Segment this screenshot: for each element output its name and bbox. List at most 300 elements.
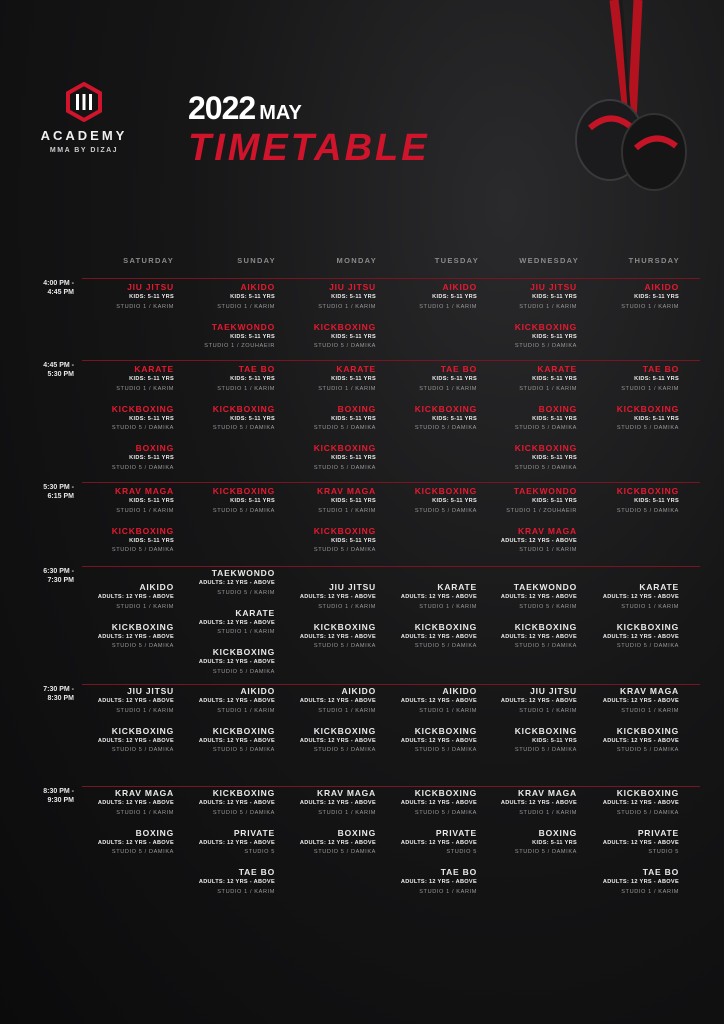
class-age-group: ADULTS: 12 YRS - ABOVE [97,800,174,807]
class-name: KICKBOXING [616,621,679,632]
class-name: KICKBOXING [111,403,174,414]
class-age-group: KIDS: 5-11 YRS [532,333,577,340]
class-entry [276,364,376,394]
class-studio: STUDIO 5 / DAMIKA [313,747,376,754]
class-age-group: KIDS: 5-11 YRS [331,415,376,422]
class-age-group: KIDS: 5-11 YRS [532,376,577,383]
class-entry [377,582,477,612]
schedule-cell [175,364,275,443]
class-entry [477,582,577,612]
class-entry [74,788,174,818]
class-entry [276,404,376,434]
class-entry [377,364,477,394]
class-name: KRAV MAGA [518,525,577,536]
schedule-cell [175,486,275,526]
day-header: TUESDAY [434,256,479,265]
class-studio: STUDIO 1 / KARIM [621,303,679,310]
class-name: JIU JITSU [530,686,577,696]
schedule-cell [377,486,477,526]
class-name: PRIVATE [435,827,477,838]
class-studio: STUDIO 5 [446,849,477,856]
schedule-cell [477,282,577,361]
day-header: MONDAY [336,256,377,265]
class-studio: STUDIO 5 / DAMIKA [111,643,174,650]
class-name: BOXING [135,827,174,838]
class-entry [477,322,577,352]
class-age-group: KIDS: 5-11 YRS [634,294,679,301]
class-age-group: ADULTS: 12 YRS - ABOVE [400,879,477,886]
schedule-cell [276,364,376,483]
schedule-cell [377,282,477,322]
class-age-group: KIDS: 5-11 YRS [432,498,477,505]
class-studio: STUDIO 5 / DAMIKA [514,643,577,650]
class-studio: STUDIO 1 / KARIM [419,303,477,310]
class-studio: STUDIO 1 / KARIM [217,888,275,895]
class-name: BOXING [337,403,376,414]
class-studio: STUDIO 1 / KARIM [116,385,174,392]
class-name: KICKBOXING [414,403,477,414]
class-name: KICKBOXING [313,725,376,736]
class-entry [477,726,577,756]
schedule-cell [276,686,376,765]
class-name: PRIVATE [637,827,679,838]
class-age-group: KIDS: 5-11 YRS [532,737,577,744]
class-studio: STUDIO 5 / DAMIKA [514,747,577,754]
class-entry [74,443,174,473]
class-age-group: ADULTS: 12 YRS - ABOVE [97,737,174,744]
class-name: BOXING [538,403,577,414]
class-entry [276,526,376,556]
time-slot-label: 6:30 PM - 7:30 PM [43,568,74,584]
class-age-group: ADULTS: 12 YRS - ABOVE [500,537,577,544]
class-studio: STUDIO 5 / DAMIKA [514,425,577,432]
brand-subtitle: MMA BY DIZAJ [49,147,119,154]
class-age-group: KIDS: 5-11 YRS [532,455,577,462]
class-age-group: ADULTS: 12 YRS - ABOVE [500,633,577,640]
row-divider [88,566,700,567]
class-studio: STUDIO 5 / DAMIKA [414,507,477,514]
class-entry [377,788,477,818]
class-studio: STUDIO 1 / KARIM [621,888,679,895]
schedule-cell [276,282,376,361]
class-age-group: ADULTS: 12 YRS - ABOVE [97,698,174,705]
academy-logo [34,82,134,154]
time-slot-label: 4:00 PM - 4:45 PM [43,280,74,296]
class-entry [477,686,577,716]
class-entry [276,582,376,612]
class-age-group: ADULTS: 12 YRS - ABOVE [299,737,376,744]
class-entry [175,867,275,897]
schedule-cell [175,282,275,361]
class-studio: STUDIO 5 / DAMIKA [313,425,376,432]
class-entry [477,443,577,473]
class-studio: STUDIO 1 / KARIM [419,603,477,610]
class-age-group: KIDS: 5-11 YRS [331,333,376,340]
class-entry [175,647,275,677]
class-entry [579,686,679,716]
class-name: KICKBOXING [313,621,376,632]
title-main: TIMETABLE [188,127,430,169]
schedule-cell [477,582,577,661]
class-entry [579,282,679,312]
class-entry [175,726,275,756]
class-age-group: ADULTS: 12 YRS - ABOVE [198,879,275,886]
class-name: JIU JITSU [329,282,376,292]
page-title [188,90,430,167]
class-studio: STUDIO 1 / KARIM [519,707,577,714]
class-name: KICKBOXING [616,725,679,736]
schedule-cell [74,282,174,322]
class-name: JIU JITSU [329,582,376,592]
class-studio: STUDIO 1 / KARIM [116,809,174,816]
class-name: BOXING [135,443,174,454]
class-name: KICKBOXING [313,443,376,454]
class-entry [477,486,577,516]
row-divider [88,278,700,279]
class-age-group: KIDS: 5-11 YRS [331,537,376,544]
day-header: SATURDAY [123,256,174,265]
class-entry [175,828,275,858]
class-studio: STUDIO 5 / DAMIKA [414,747,477,754]
class-studio: STUDIO 1 / KARIM [621,385,679,392]
class-name: TAE BO [440,867,477,878]
class-age-group: ADULTS: 12 YRS - ABOVE [198,619,275,626]
class-studio: STUDIO 5 / DAMIKA [514,849,577,856]
class-entry [74,526,174,556]
day-header: WEDNESDAY [519,256,579,265]
class-studio: STUDIO 1 / KARIM [318,707,376,714]
class-name: TAE BO [238,364,275,374]
class-entry [276,726,376,756]
class-name: AIKIDO [341,686,376,696]
class-name: KICKBOXING [111,621,174,632]
class-name: KICKBOXING [414,486,477,496]
class-name: KICKBOXING [111,725,174,736]
schedule-cell [579,582,679,661]
class-age-group: KIDS: 5-11 YRS [230,294,275,301]
class-name: BOXING [538,827,577,838]
class-studio: STUDIO 5 / KARIM [519,603,577,610]
schedule-cell [377,686,477,765]
schedule-cell [74,582,174,661]
class-entry [377,282,477,312]
class-entry [175,486,275,516]
class-age-group: KIDS: 5-11 YRS [634,415,679,422]
class-studio: STUDIO 5 / DAMIKA [616,809,679,816]
class-entry [175,364,275,394]
class-studio: STUDIO 5 / DAMIKA [111,425,174,432]
class-age-group: KIDS: 5-11 YRS [532,294,577,301]
class-entry [74,582,174,612]
class-name: KICKBOXING [514,443,577,454]
class-entry [276,443,376,473]
class-name: JIU JITSU [127,282,174,292]
schedule-cell [477,788,577,867]
class-studio: STUDIO 5 / DAMIKA [616,747,679,754]
class-studio: STUDIO 5 / DAMIKA [212,507,275,514]
class-name: KICKBOXING [212,788,275,798]
class-studio: STUDIO 1 / KARIM [318,507,376,514]
class-entry [377,486,477,516]
class-age-group: KIDS: 5-11 YRS [129,537,174,544]
class-entry [377,828,477,858]
class-age-group: ADULTS: 12 YRS - ABOVE [400,839,477,846]
class-studio: STUDIO 5 / DAMIKA [313,849,376,856]
class-studio: STUDIO 5 / DAMIKA [212,425,275,432]
class-entry [276,322,376,352]
class-age-group: KIDS: 5-11 YRS [331,455,376,462]
class-age-group: ADULTS: 12 YRS - ABOVE [602,879,679,886]
class-studio: STUDIO 5 [648,849,679,856]
class-name: KICKBOXING [616,788,679,798]
schedule-cell [579,282,679,322]
class-age-group: KIDS: 5-11 YRS [331,498,376,505]
class-name: KICKBOXING [212,725,275,736]
class-studio: STUDIO 1 / KARIM [318,603,376,610]
class-studio: STUDIO 1 / KARIM [217,629,275,636]
class-name: KICKBOXING [414,788,477,798]
class-name: KICKBOXING [414,725,477,736]
class-studio: STUDIO 5 / DAMIKA [313,343,376,350]
class-name: TAEKWONDO [211,321,275,332]
class-entry [377,867,477,897]
class-name: KRAV MAGA [115,486,174,496]
schedule-cell [477,486,577,565]
class-studio: STUDIO 1 / KARIM [217,385,275,392]
class-name: TAE BO [642,867,679,878]
class-age-group: ADULTS: 12 YRS - ABOVE [602,839,679,846]
class-age-group: ADULTS: 12 YRS - ABOVE [500,698,577,705]
class-entry [74,486,174,516]
class-entry [74,828,174,858]
schedule-cell [579,364,679,443]
class-name: AIKIDO [240,686,275,696]
class-studio: STUDIO 5 [244,849,275,856]
class-name: KICKBOXING [616,486,679,496]
schedule-cell [175,568,275,687]
class-age-group: ADULTS: 12 YRS - ABOVE [500,800,577,807]
schedule-cell [276,788,376,867]
class-age-group: ADULTS: 12 YRS - ABOVE [602,800,679,807]
class-age-group: KIDS: 5-11 YRS [634,498,679,505]
class-studio: STUDIO 5 / DAMIKA [414,425,477,432]
class-age-group: KIDS: 5-11 YRS [432,415,477,422]
class-entry [477,404,577,434]
class-name: KARATE [639,582,679,592]
class-studio: STUDIO 1 / KARIM [519,385,577,392]
schedule-cell [74,686,174,765]
class-age-group: KIDS: 5-11 YRS [129,294,174,301]
class-age-group: ADULTS: 12 YRS - ABOVE [602,594,679,601]
class-entry [74,282,174,312]
class-age-group: ADULTS: 12 YRS - ABOVE [400,800,477,807]
class-entry [477,364,577,394]
class-studio: STUDIO 5 / DAMIKA [212,747,275,754]
class-entry [175,282,275,312]
class-age-group: ADULTS: 12 YRS - ABOVE [500,594,577,601]
row-divider [88,482,700,483]
class-entry [579,726,679,756]
class-name: KICKBOXING [514,621,577,632]
class-studio: STUDIO 5 / DAMIKA [414,809,477,816]
class-studio: STUDIO 1 / KARIM [217,707,275,714]
class-studio: STUDIO 5 / DAMIKA [514,464,577,471]
class-entry [579,788,679,818]
class-age-group: KIDS: 5-11 YRS [129,455,174,462]
class-studio: STUDIO 1 / KARIM [519,809,577,816]
class-entry [175,686,275,716]
class-entry [175,404,275,434]
class-entry [175,322,275,352]
row-divider [88,786,700,787]
class-name: AIKIDO [644,282,679,292]
time-slot-label: 8:30 PM - 9:30 PM [43,788,74,804]
class-name: JIU JITSU [127,686,174,696]
class-name: AIKIDO [442,282,477,292]
class-age-group: ADULTS: 12 YRS - ABOVE [299,839,376,846]
class-studio: STUDIO 1 / KARIM [519,547,577,554]
schedule-cell [175,686,275,765]
class-age-group: KIDS: 5-11 YRS [129,376,174,383]
class-age-group: KIDS: 5-11 YRS [532,839,577,846]
title-month: MAY [259,102,302,124]
time-slot-label: 4:45 PM - 5:30 PM [43,362,74,378]
class-age-group: ADULTS: 12 YRS - ABOVE [198,659,275,666]
day-header: THURSDAY [628,256,680,265]
class-age-group: ADULTS: 12 YRS - ABOVE [299,800,376,807]
schedule-cell [74,788,174,867]
class-entry [579,828,679,858]
time-slot-label: 5:30 PM - 6:15 PM [43,484,74,500]
class-name: KARATE [537,364,577,374]
class-studio: STUDIO 5 / DAMIKA [111,747,174,754]
class-entry [579,622,679,652]
class-name: AIKIDO [139,582,174,592]
class-entry [377,726,477,756]
class-entry [74,404,174,434]
class-studio: STUDIO 1 / KARIM [621,707,679,714]
class-entry [477,282,577,312]
class-studio: STUDIO 1 / KARIM [419,707,477,714]
class-name: KARATE [134,364,174,374]
schedule-cell [175,788,275,907]
class-entry [276,282,376,312]
schedule-cell [276,486,376,565]
schedule-cell [276,582,376,661]
class-name: KRAV MAGA [620,686,679,696]
class-name: TAEKWONDO [513,582,577,592]
class-age-group: KIDS: 5-11 YRS [634,376,679,383]
class-age-group: ADULTS: 12 YRS - ABOVE [299,594,376,601]
class-name: TAEKWONDO [211,568,275,578]
class-studio: STUDIO 1 / KARIM [519,303,577,310]
schedule-cell [377,788,477,907]
class-name: BOXING [337,827,376,838]
class-age-group: KIDS: 5-11 YRS [532,498,577,505]
class-name: KICKBOXING [212,647,275,658]
class-entry [579,582,679,612]
class-age-group: KIDS: 5-11 YRS [532,415,577,422]
class-name: KICKBOXING [212,486,275,496]
class-studio: STUDIO 1 / KARIM [419,385,477,392]
day-header: SUNDAY [237,256,276,265]
class-studio: STUDIO 5 / DAMIKA [111,849,174,856]
class-studio: STUDIO 1 / KARIM [217,303,275,310]
class-entry [377,404,477,434]
schedule-cell [74,364,174,483]
class-name: KICKBOXING [514,321,577,332]
class-entry [477,526,577,556]
class-entry [74,364,174,394]
class-name: KARATE [336,364,376,374]
class-name: KARATE [235,607,275,618]
class-studio: STUDIO 5 / DAMIKA [212,668,275,675]
class-name: TAE BO [440,364,477,374]
schedule-cell [477,686,577,765]
class-studio: STUDIO 5 / DAMIKA [616,643,679,650]
class-age-group: ADULTS: 12 YRS - ABOVE [198,800,275,807]
class-entry [276,622,376,652]
class-age-group: ADULTS: 12 YRS - ABOVE [198,737,275,744]
class-age-group: KIDS: 5-11 YRS [432,294,477,301]
class-studio: STUDIO 5 / DAMIKA [111,464,174,471]
class-age-group: ADULTS: 12 YRS - ABOVE [198,580,275,587]
class-studio: STUDIO 5 / DAMIKA [313,464,376,471]
class-age-group: ADULTS: 12 YRS - ABOVE [602,633,679,640]
class-age-group: ADULTS: 12 YRS - ABOVE [198,698,275,705]
class-age-group: ADULTS: 12 YRS - ABOVE [602,737,679,744]
brand-name: ACADEMY [40,128,128,143]
class-name: KRAV MAGA [317,788,376,798]
class-name: KICKBOXING [514,725,577,736]
class-name: PRIVATE [233,827,275,838]
class-name: TAEKWONDO [513,486,577,496]
class-studio: STUDIO 1 / KARIM [116,603,174,610]
class-studio: STUDIO 5 / DAMIKA [514,343,577,350]
class-entry [276,788,376,818]
class-name: KICKBOXING [616,403,679,414]
class-studio: STUDIO 1 / KARIM [419,888,477,895]
class-age-group: ADULTS: 12 YRS - ABOVE [97,839,174,846]
row-divider [88,360,700,361]
class-name: JIU JITSU [530,282,577,292]
class-age-group: ADULTS: 12 YRS - ABOVE [299,698,376,705]
class-entry [579,867,679,897]
class-age-group: KIDS: 5-11 YRS [331,376,376,383]
class-studio: STUDIO 1 / KARIM [116,303,174,310]
class-name: AIKIDO [442,686,477,696]
class-name: KICKBOXING [212,403,275,414]
class-age-group: ADULTS: 12 YRS - ABOVE [400,594,477,601]
class-age-group: ADULTS: 12 YRS - ABOVE [400,633,477,640]
class-entry [276,486,376,516]
class-name: KICKBOXING [111,525,174,536]
class-age-group: KIDS: 5-11 YRS [230,376,275,383]
time-slot-label: 7:30 PM - 8:30 PM [43,686,74,702]
class-entry [377,622,477,652]
class-studio: STUDIO 1 / KARIM [318,303,376,310]
schedule-cell [579,486,679,526]
schedule-cell [74,486,174,565]
class-age-group: KIDS: 5-11 YRS [230,415,275,422]
class-name: TAE BO [642,364,679,374]
class-age-group: KIDS: 5-11 YRS [230,333,275,340]
class-entry [276,828,376,858]
class-name: KICKBOXING [313,321,376,332]
class-studio: STUDIO 5 / KARIM [217,589,275,596]
class-entry [175,608,275,638]
class-age-group: KIDS: 5-11 YRS [331,294,376,301]
